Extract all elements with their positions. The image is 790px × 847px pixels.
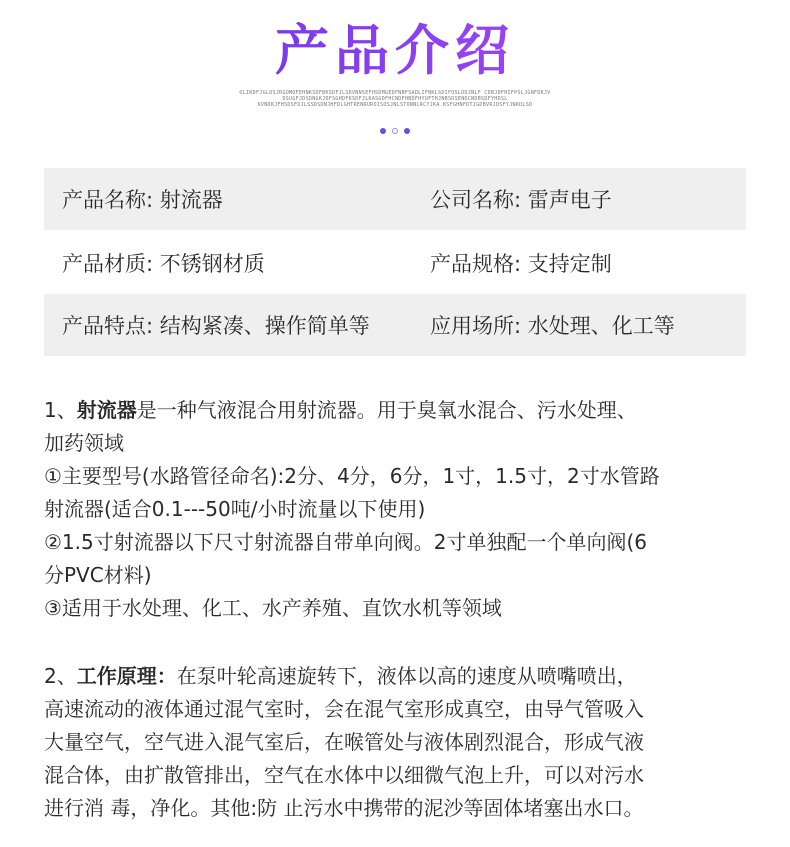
spec-value: 水处理、化工等 — [527, 314, 675, 338]
spec-value: 射流器 — [159, 188, 223, 212]
spec-left — [62, 248, 265, 278]
text-line — [44, 660, 749, 693]
dot-icon — [380, 128, 386, 134]
spec-row — [44, 168, 746, 230]
section-working-principle — [44, 660, 749, 825]
spec-row — [44, 294, 746, 356]
spec-label: 公司名称 — [430, 188, 514, 212]
text-line: 分PVC材料) — [44, 563, 152, 587]
text-line: 大量空气，空气进入混气室后，在喉管处与液体剧烈混合，形成气液 — [44, 730, 644, 754]
spec-colon: : — [146, 314, 160, 338]
spec-right — [430, 248, 612, 278]
spec-label: 应用场所 — [430, 314, 514, 338]
page-title: 产品介绍 — [0, 18, 790, 84]
section-keyword: 射流器 — [76, 398, 137, 422]
text-line: ②1.5寸射流器以下尺寸射流器自带单向阀。2寸单独配一个单向阀(6 — [44, 530, 647, 554]
text-line: 高速流动的液体通过混气室时，会在混气室形成真空，由导气管吸入 — [44, 697, 644, 721]
spec-label: 产品名称 — [62, 188, 146, 212]
spec-row — [44, 232, 746, 294]
spec-label: 产品特点 — [62, 314, 146, 338]
spec-colon: : — [514, 188, 528, 212]
spec-colon: : — [514, 314, 528, 338]
text-span: 在泵叶轮高速旋转下，液体以高的速度从喷嘴喷出， — [176, 664, 637, 688]
text-line: ③适用于水处理、化工、水产养殖、直饮水机等领域 — [44, 596, 502, 620]
text-span: 是一种气液混合用射流器。用于臭氧水混合、污水处理、 — [136, 398, 637, 422]
text-line: 进行消 毒，净化。其他:防 止污水中携带的泥沙等固体堵塞出水口。 — [44, 796, 644, 820]
dot-icon — [392, 128, 398, 134]
spec-right — [430, 184, 612, 214]
spec-left — [62, 184, 223, 214]
spec-left — [62, 310, 370, 340]
decorative-subtitle-line: OLIKDFJGLDSJRGOMDFEHNKSDFBKSDFJLSDVNNSEFHSDMGEDFNBFSADLIFNKLSDIFOSLDDJNLF CDBJDFHIFPSLJGNFDKJV — [239, 90, 551, 96]
dot-icon — [404, 128, 410, 134]
text-line: 混合体，由扩散管排出，空气在水体中以细微气泡上升，可以对污水 — [44, 763, 644, 787]
spec-colon: : — [514, 252, 528, 276]
divider-dots — [0, 128, 790, 134]
spec-value: 支持定制 — [527, 252, 612, 276]
spec-value: 不锈钢材质 — [159, 252, 265, 276]
spec-value: 结构紧凑、操作简单等 — [159, 314, 370, 338]
section-number: 2、 — [44, 664, 77, 688]
section-description — [44, 394, 749, 625]
decorative-subtitle-line: KVNDKJFHSDSFDJLSSDSDNJHFDLGHTRENRUROISOSJNLSTONNLRCYJKA.KSFGHNFDTJGDBVRJDSFYJNKDLSD — [257, 102, 533, 108]
spec-label: 产品规格 — [430, 252, 514, 276]
section-number: 1、 — [44, 398, 77, 422]
text-line: 射流器(适合0.1---50吨/小时流量以下使用) — [44, 497, 426, 521]
decorative-subtitle-line: DSUGFJDSDNGKJDFSGHDFKSDFJLKASGDFHCNDFHBDFHYUFTHJNBSDSENDCNDBSDFYHDSL — [282, 96, 508, 102]
spec-colon: : — [146, 188, 160, 212]
spec-colon: : — [146, 252, 160, 276]
spec-label: 产品材质 — [62, 252, 146, 276]
spec-right — [430, 310, 675, 340]
spec-value: 雷声电子 — [527, 188, 612, 212]
section-keyword: 工作原理： — [76, 664, 177, 688]
text-line — [44, 394, 749, 427]
text-line: 加药领域 — [44, 431, 124, 455]
text-line: ①主要型号(水路管径命名):2分、4分，6分，1寸，1.5寸，2寸水管路 — [44, 464, 660, 488]
